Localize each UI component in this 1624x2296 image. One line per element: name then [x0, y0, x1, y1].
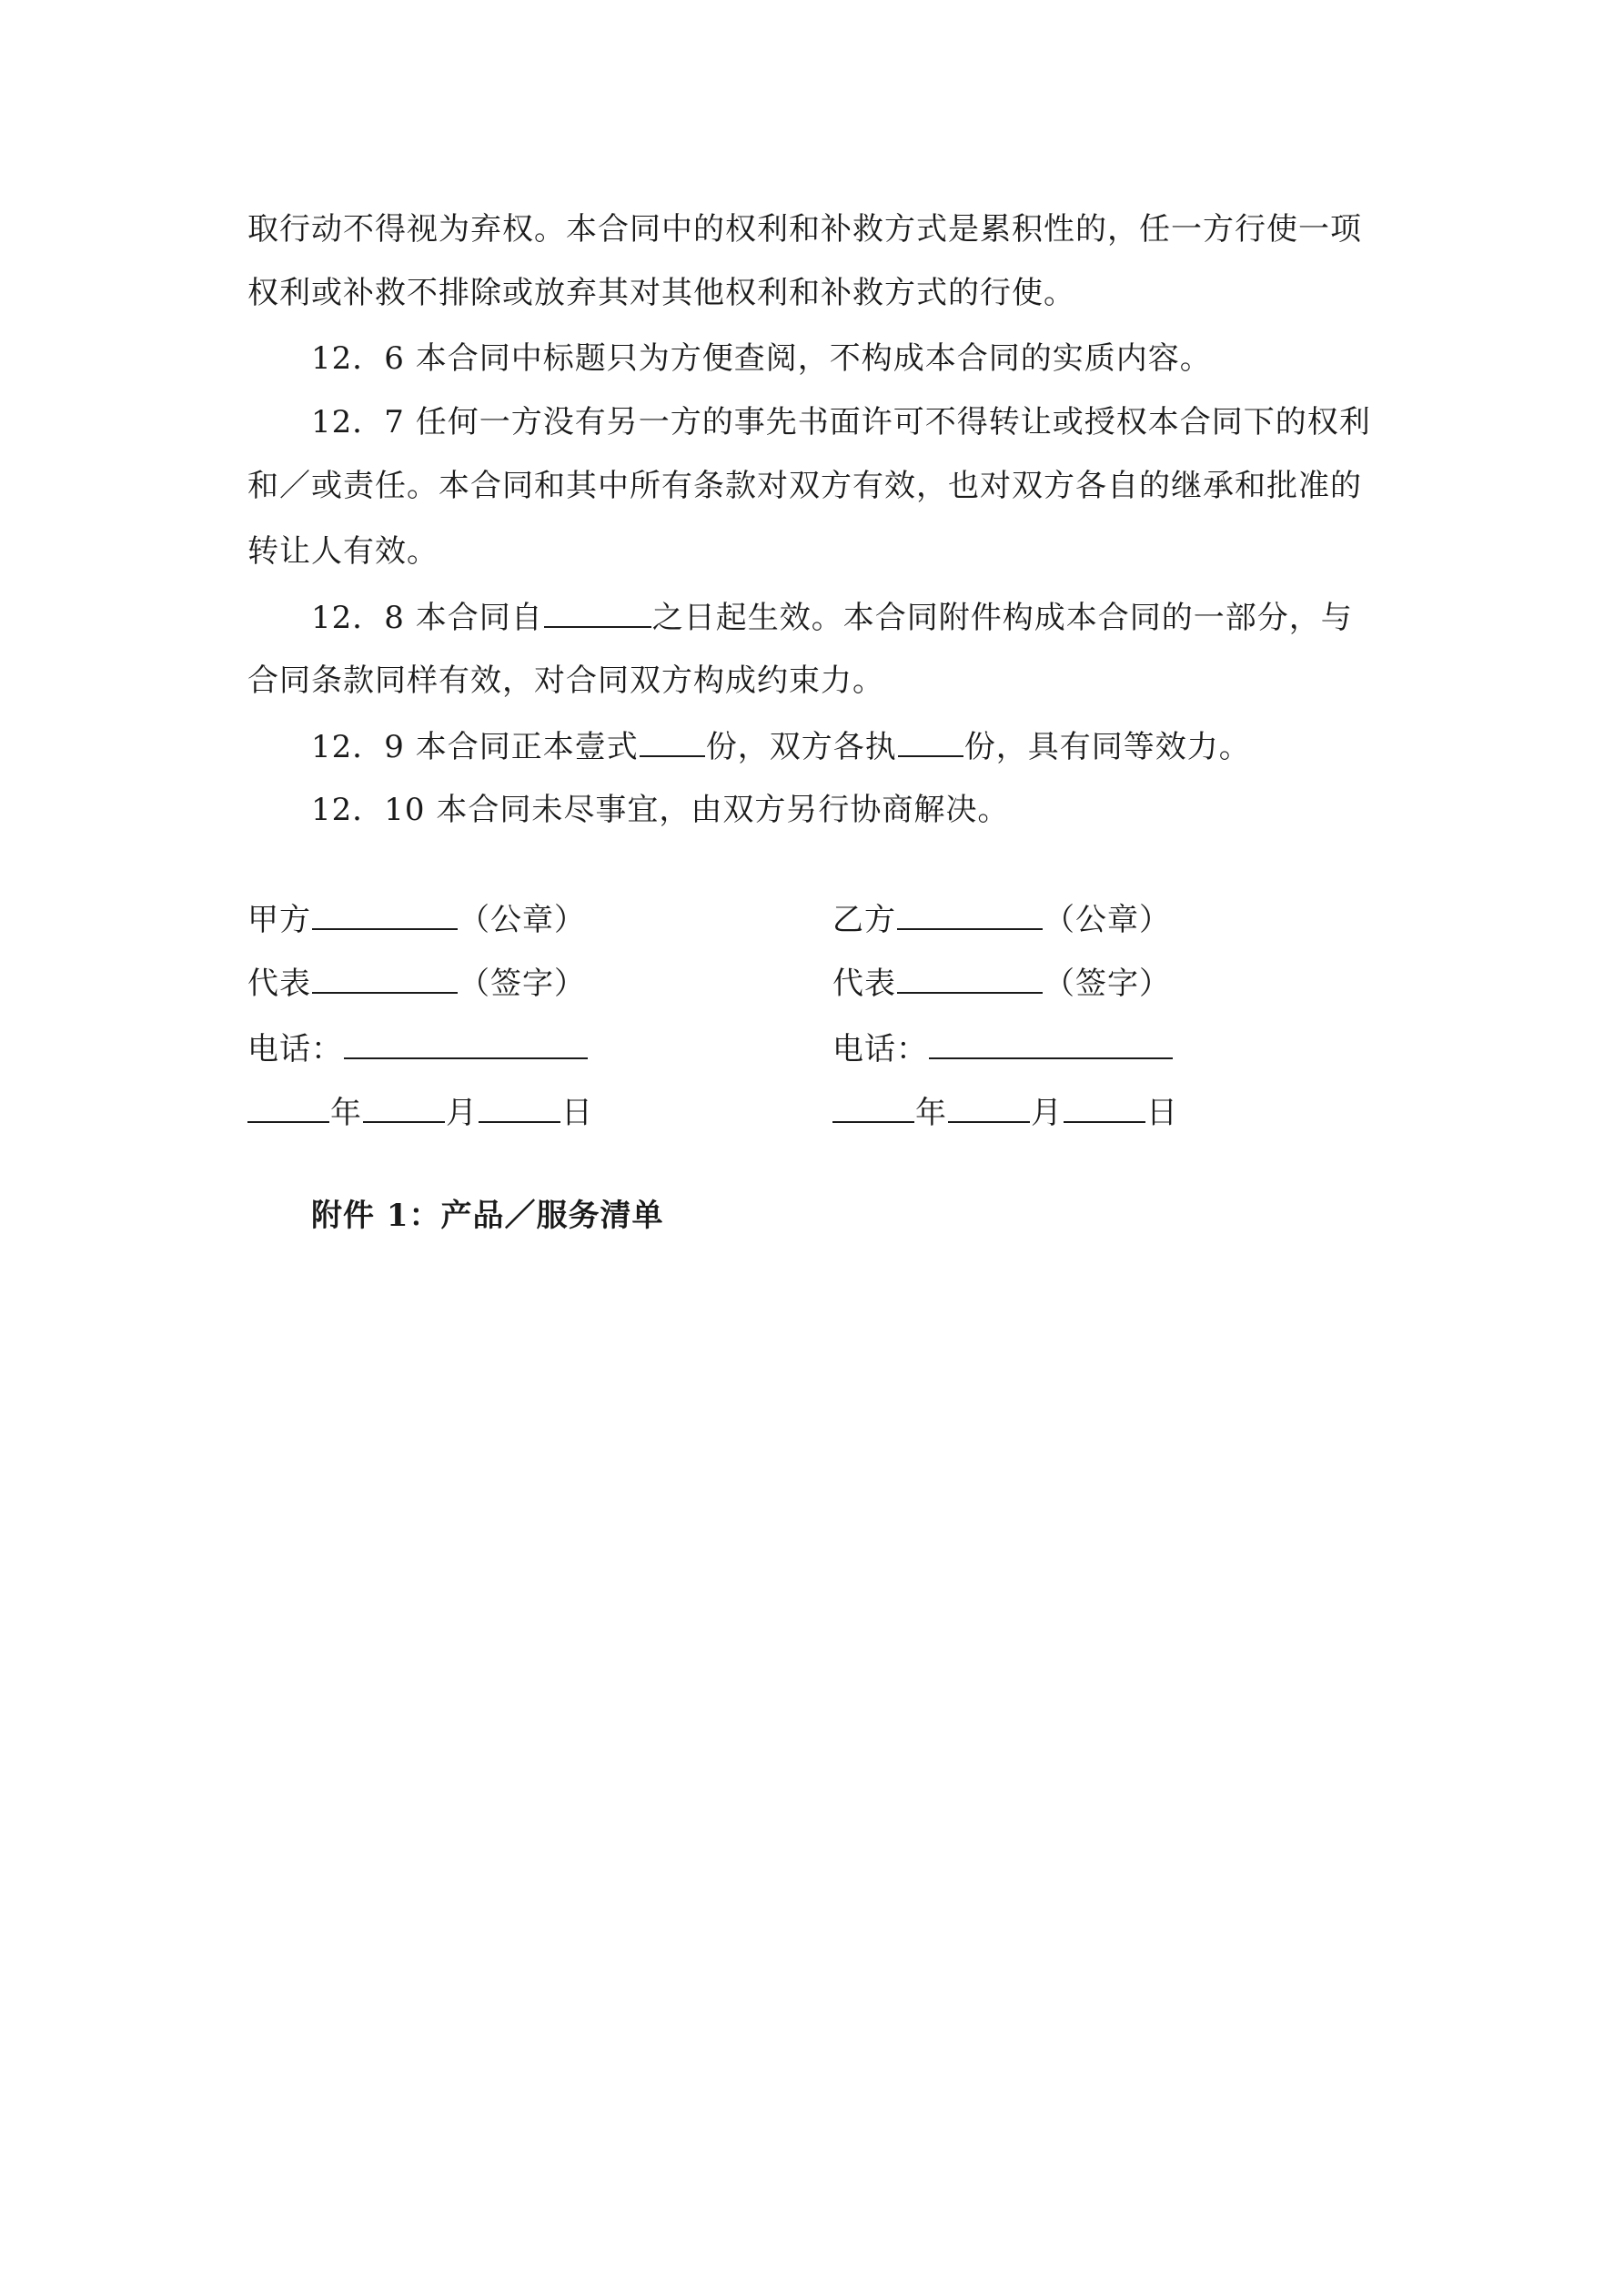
party-a-rep-blank[interactable] [312, 959, 458, 994]
party-b-date-row [832, 1088, 1178, 1135]
party-b-rep-label: 代表 [832, 966, 896, 1002]
party-a-year-blank[interactable] [247, 1088, 329, 1123]
party-a-name-blank[interactable] [312, 895, 458, 930]
party-a-seal-row [247, 895, 586, 942]
party-b-sign-label: （签字） [1044, 966, 1171, 1002]
clause-text: 12．9 本合同正本壹式 [311, 729, 639, 765]
copies-each-blank[interactable] [898, 723, 963, 757]
clause-12-6: 12．6 本合同中标题只为方便查阅，不构成本合同的实质内容。 [311, 340, 1212, 377]
paragraph-text: 合同条款同样有效，对合同双方构成约束力。 [247, 663, 884, 699]
day-label: 日 [1146, 1095, 1178, 1131]
clause-12-9 [311, 723, 1251, 769]
party-a-phone-blank[interactable] [344, 1025, 588, 1059]
party-a-seal-label: （公章） [459, 902, 586, 938]
year-label: 年 [915, 1095, 947, 1131]
month-label: 月 [446, 1095, 478, 1131]
party-b-phone-label: 电话： [832, 1031, 928, 1067]
clause-text: 之日起生效。本合同附件构成本合同的一部分，与 [651, 600, 1353, 636]
party-b-seal-label: （公章） [1044, 902, 1171, 938]
party-b-phone-blank[interactable] [929, 1025, 1173, 1059]
appendix-title: 附件 1：产品／服务清单 [311, 1198, 664, 1234]
month-label: 月 [1031, 1095, 1063, 1131]
paragraph-text: 取行动不得视为弃权。本合同中的权利和补救方式是累积性的，任一方行使一项 [247, 211, 1362, 248]
effective-date-blank[interactable] [544, 593, 651, 628]
clause-text: 12．8 本合同自 [311, 600, 543, 636]
party-b-rep-row [832, 959, 1171, 1006]
party-a-rep-row [247, 959, 586, 1006]
clause-12-8 [311, 593, 1353, 640]
party-b-rep-blank[interactable] [897, 959, 1043, 994]
paragraph-text: 转让人有效。 [247, 533, 439, 570]
paragraph-text: 权利或补救不排除或放弃其对其他权利和补救方式的行使。 [247, 275, 1075, 311]
party-a-rep-label: 代表 [247, 966, 311, 1002]
party-b-name-blank[interactable] [897, 895, 1043, 930]
party-a-month-blank[interactable] [363, 1088, 445, 1123]
party-b-day-blank[interactable] [1064, 1088, 1145, 1123]
party-a-phone-row [247, 1025, 589, 1071]
party-b-phone-row [832, 1025, 1174, 1071]
party-b-month-blank[interactable] [948, 1088, 1030, 1123]
party-a-sign-label: （签字） [459, 966, 586, 1002]
clause-12-7: 12．7 任何一方没有另一方的事先书面许可不得转让或授权本合同下的权利 [311, 404, 1371, 440]
party-b-label: 乙方 [832, 902, 896, 938]
clause-12-10: 12．10 本合同未尽事宜，由双方另行协商解决。 [311, 792, 1010, 828]
party-b-year-blank[interactable] [832, 1088, 914, 1123]
party-a-label: 甲方 [247, 902, 311, 938]
day-label: 日 [561, 1095, 593, 1131]
party-a-phone-label: 电话： [247, 1031, 343, 1067]
party-a-day-blank[interactable] [479, 1088, 560, 1123]
copies-count-blank[interactable] [640, 723, 705, 757]
paragraph-text: 和／或责任。本合同和其中所有条款对双方有效，也对双方各自的继承和批准的 [247, 468, 1362, 504]
clause-text: 份，双方各执 [705, 729, 897, 765]
party-a-date-row [247, 1088, 593, 1135]
year-label: 年 [330, 1095, 362, 1131]
party-b-seal-row [832, 895, 1171, 942]
clause-text: 份，具有同等效力。 [963, 729, 1251, 765]
